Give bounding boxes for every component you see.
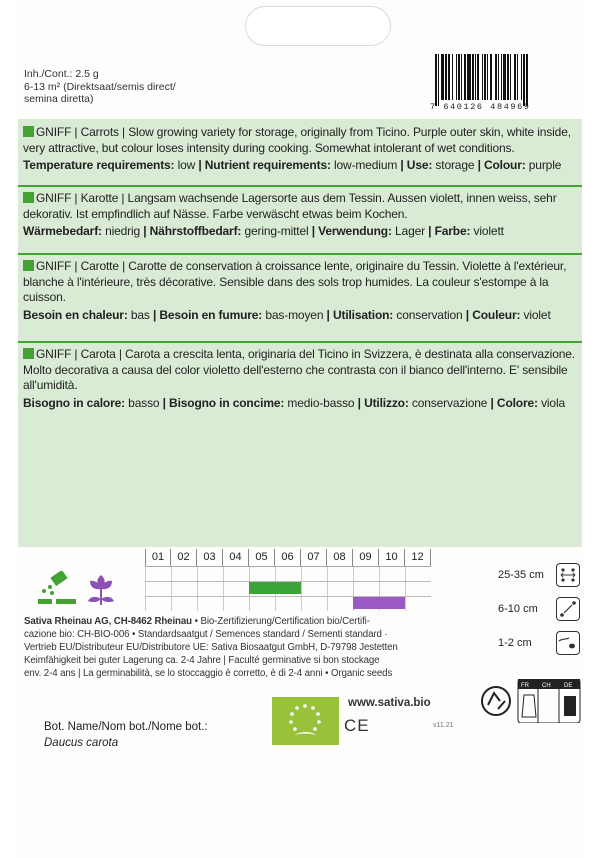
calendar-col-line [301,567,302,611]
sowing-depth: 1-2 cm [498,631,582,659]
sowing-seed-icon [38,571,78,607]
green-square-icon [23,348,34,359]
sowing-area: 6-13 m² (Direktsaat/semis direct/ [24,80,176,93]
divider [18,185,582,187]
eu-organic-logo [272,697,339,745]
description-it: GNIFF | Carota | Carota a crescita lenta, originaria del Ticino in Svizzera, è destinata alla conservazione. Molto decorativa a causa del color violetto dell'esterno che contrasta con il bianco dell'interno. E' sensibile all'umidità. [23,347,575,392]
row-spacing-icon [556,563,580,587]
description-en: GNIFF | Carrots | Slow growing variety for storage, originally from Ticino. Purple outer skin, white inside, very attractive, but colour loses intensity during cooking. Somewhat intolerant of wet conditions. [23,125,571,155]
tab-de: DE [564,683,573,689]
botanical-value: Daucus carota [44,737,119,749]
company-name: Sativa Rheinau AG, CH-8462 Rheinau [24,616,192,627]
barcode-number: 7 640126 484969 [430,102,531,112]
barcode-bar [526,54,528,106]
green-square-icon [23,260,34,271]
green-square-icon [23,126,34,137]
calendar-month-05: 05 [249,549,275,566]
calendar-month-08: 08 [327,549,353,566]
calendar-col-line [327,567,328,611]
content-amount: Inh./Cont.: 2.5 g [24,68,99,80]
tab-fr: FR [521,683,529,689]
calendar-month-10: 10 [379,549,405,566]
divider [18,253,582,255]
calendar-month-09: 09 [353,549,379,566]
calendar-col-line [145,567,146,611]
lang-block-fr [23,259,576,323]
ce-mark: CE [344,716,370,735]
requirements-en: Temperature requirements: low | Nutrient requirements: low-medium | Use: storage | Colour: purple [23,158,562,172]
recycling-icons [478,679,582,723]
description-panel [18,119,582,547]
calendar-month-04: 04 [223,549,249,566]
requirements-de: Wärmebedarf: niedrig | Nährstoffbedarf: gering-mittel | Verwendung: Lager | Farbe: violett [23,224,504,238]
description-de: GNIFF | Karotte | Langsam wachsende Lagersorte aus dem Tessin. Aussen violett, innen weiss, sehr dekorativ. Ist empfindlich auf Nässe. Farbe verwäscht etwas beim Kochen. [23,191,557,221]
sowing-calendar [145,549,440,611]
seed-packet-back [18,0,582,858]
hang-hole [245,6,391,46]
botanical-name [44,719,208,751]
plant-spacing-icon [556,597,580,621]
plant-spacing: 6-10 cm [498,597,582,625]
calendar-month-02: 02 [171,549,197,566]
calendar-month-12: 12 [405,549,431,566]
version-label: v11.21 [433,722,454,729]
sowing-area-cont: semina diretta) [24,93,94,105]
calendar-col-line [171,567,172,611]
harvest-period-bar [353,597,405,609]
calendar-col-line [197,567,198,611]
flower-seed-icon [82,571,120,609]
row-spacing: 25-35 cm [498,563,582,591]
content-info [24,68,176,106]
calendar-month-03: 03 [197,549,223,566]
lang-block-en [23,125,576,174]
tab-ch: CH [542,683,551,689]
calendar-month-07: 07 [301,549,327,566]
calendar-month-01: 01 [145,549,171,566]
website-link[interactable]: www.sativa.bio [348,697,431,709]
divider [18,341,582,343]
sowing-depth-icon [556,631,580,655]
calendar-month-06: 06 [275,549,301,566]
sowing-period-bar [249,582,301,594]
calendar-months [145,549,440,566]
recycling-info [478,679,582,723]
calendar-col-line [405,567,406,611]
calendar-grid [145,566,431,610]
requirements-it: Bisogno in calore: basso | Bisogno in concime: medio-basso | Utilizzo: conservazione | Colore: viola [23,395,565,410]
requirements-fr: Besoin en chaleur: bas | Besoin en fumure: bas-moyen | Utilisation: conservation | Couleur: violet [23,307,551,322]
lang-block-it [23,347,576,411]
green-square-icon [23,192,34,203]
description-fr: GNIFF | Carotte | Carotte de conservation à croissance lente, originaire du Tessin. Violette à l'extérieur, blanche à l'intérieure, très décorative. Sensible dans des sols trop humides. La couleur s'estompe à la cuisson. [23,259,567,304]
calendar-col-line [223,567,224,611]
company-info: Sativa Rheinau AG, CH-8462 Rheinau • Bio-Zertifizierung/Certification bio/Certifi- cazione bio: CH-BIO-006 • Standardsaatgut / Semences standard / Sementi standard · Vertrieb EU/Distributeur EU/Distributore UE: Sativa Biosaatgut GmbH, D-79798 Jestetten Keimfähigkeit bei guter Lagerung ca. 2-4 Jahre | Faculté germinative si bon stockage env. 2-4 ans | La germinabilità, se lo stoccaggio è corretto, è di 2-4 anni • Organic seeds [24,616,398,679]
botanical-label: Bot. Name/Nom bot./Nome bot.: [44,721,208,733]
lang-block-de [23,191,576,240]
